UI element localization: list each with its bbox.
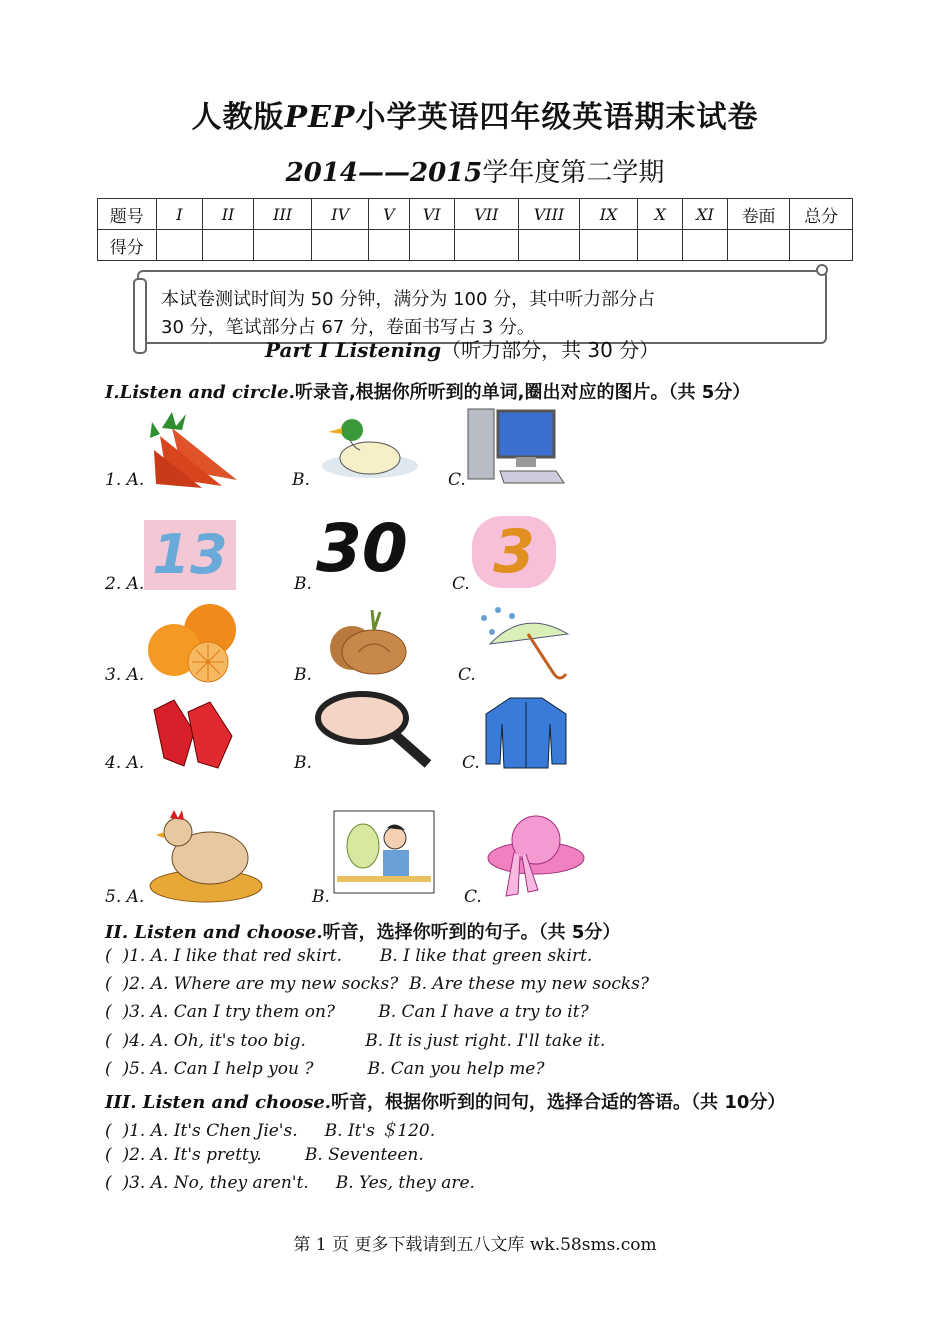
option-label: B. [312, 887, 330, 907]
page-subtitle: 2014——2015学年度第二学期 [285, 158, 665, 188]
table-cell: X [638, 199, 683, 230]
jacket-icon [482, 694, 570, 770]
score-table-score-row [98, 230, 853, 261]
table-cell: 卷面 [727, 199, 790, 230]
table-cell [156, 230, 203, 261]
table-cell: XI [683, 199, 728, 230]
list-item: ( )3. A. No, they aren't. B. Yes, they are. [105, 1173, 475, 1193]
list-item: ( )2. A. It's pretty. B. Seventeen. [105, 1145, 424, 1165]
mirror-icon [314, 690, 436, 770]
hat-icon [484, 800, 586, 902]
option-label: C. [452, 574, 470, 594]
option-label: 2. A. [105, 574, 145, 594]
list-item: ( )1. A. It's Chen Jie's. B. It's ＄120. [105, 1121, 436, 1141]
option-label: 1. A. [105, 470, 145, 490]
option-label: B. [292, 470, 310, 490]
table-cell [790, 230, 853, 261]
table-cell: VII [454, 199, 519, 230]
option-label: 5. A. [105, 887, 145, 907]
option-label: B. [294, 753, 312, 773]
list-item: ( )5. A. Can I help you ? B. Can you help me? [105, 1059, 545, 1079]
option-label: 3. A. [105, 665, 145, 685]
option-label: C. [458, 665, 476, 685]
table-cell [579, 230, 638, 261]
notice-line: 30 分，笔试部分占 67 分，卷面书写占 3 分。 [161, 317, 535, 338]
table-cell: IX [579, 199, 638, 230]
table-cell: VI [409, 199, 454, 230]
umbrella-icon [476, 604, 576, 682]
option-label: 4. A. [105, 753, 145, 773]
scroll-curl-icon [816, 264, 828, 276]
list-item: ( )1. A. I like that red skirt. B. I like that green skirt. [105, 946, 593, 966]
scroll-curl-icon [133, 278, 147, 354]
table-cell [683, 230, 728, 261]
list-item: ( )2. A. Where are my new socks? B. Are these my new socks? [105, 974, 650, 994]
table-cell [203, 230, 254, 261]
table-cell [727, 230, 790, 261]
list-item: ( )4. A. Oh, it's too big. B. It is just right. I'll take it. [105, 1031, 606, 1051]
list-item: ( )3. A. Can I try them on? B. Can I have a try to it? [105, 1002, 589, 1022]
table-cell [312, 230, 369, 261]
score-table-header-row [98, 199, 853, 230]
table-cell: 得分 [98, 230, 157, 261]
table-cell [253, 230, 312, 261]
number-13-icon: 13 [144, 520, 236, 590]
table-cell: II [203, 199, 254, 230]
option-label: C. [464, 887, 482, 907]
score-table [97, 198, 853, 261]
table-cell: I [156, 199, 203, 230]
part-heading: Part Ⅰ Listening（听力部分，共 30 分） [265, 338, 660, 362]
notice-scroll [137, 270, 827, 344]
table-cell [409, 230, 454, 261]
number-30-icon: 30 [316, 510, 408, 587]
section-1-heading: I.Listen and circle.听录音,根据你所听到的单词,圈出对应的图片。（共 5分） [105, 382, 751, 403]
notice-line: 本试卷测试时间为 50 分钟，满分为 100 分，其中听力部分占 [161, 289, 656, 310]
section-2-heading: II. Listen and choose.听音，选择你听到的句子。（共 5分） [105, 922, 621, 943]
duck-icon [312, 410, 422, 488]
table-cell [638, 230, 683, 261]
table-cell [369, 230, 410, 261]
page-title: 人教版PEP小学英语四年级英语期末试卷 [191, 100, 759, 135]
table-cell: 总分 [790, 199, 853, 230]
table-cell: IV [312, 199, 369, 230]
table-cell [519, 230, 580, 261]
option-label: C. [462, 753, 480, 773]
section-3-heading: III. Listen and choose.听音，根据你听到的问句，选择合适的答语。（共 10分） [105, 1092, 786, 1113]
computer-icon [464, 405, 568, 487]
page-footer: 第 1 页 更多下载请到五八文库 wk.58sms.com [293, 1235, 657, 1255]
table-cell [454, 230, 519, 261]
table-cell: VIII [519, 199, 580, 230]
orange-icon [144, 602, 240, 684]
onion-icon [318, 606, 410, 676]
table-cell: V [369, 199, 410, 230]
number-3-icon: 3 [472, 516, 556, 588]
gloves-icon [144, 692, 238, 772]
boy-fan-icon [333, 810, 435, 894]
option-label: B. [294, 574, 312, 594]
hen-icon [144, 802, 266, 904]
carrot-icon [142, 410, 242, 488]
option-label: C. [448, 470, 466, 490]
option-label: B. [294, 665, 312, 685]
table-cell: 题号 [98, 199, 157, 230]
table-cell: III [253, 199, 312, 230]
